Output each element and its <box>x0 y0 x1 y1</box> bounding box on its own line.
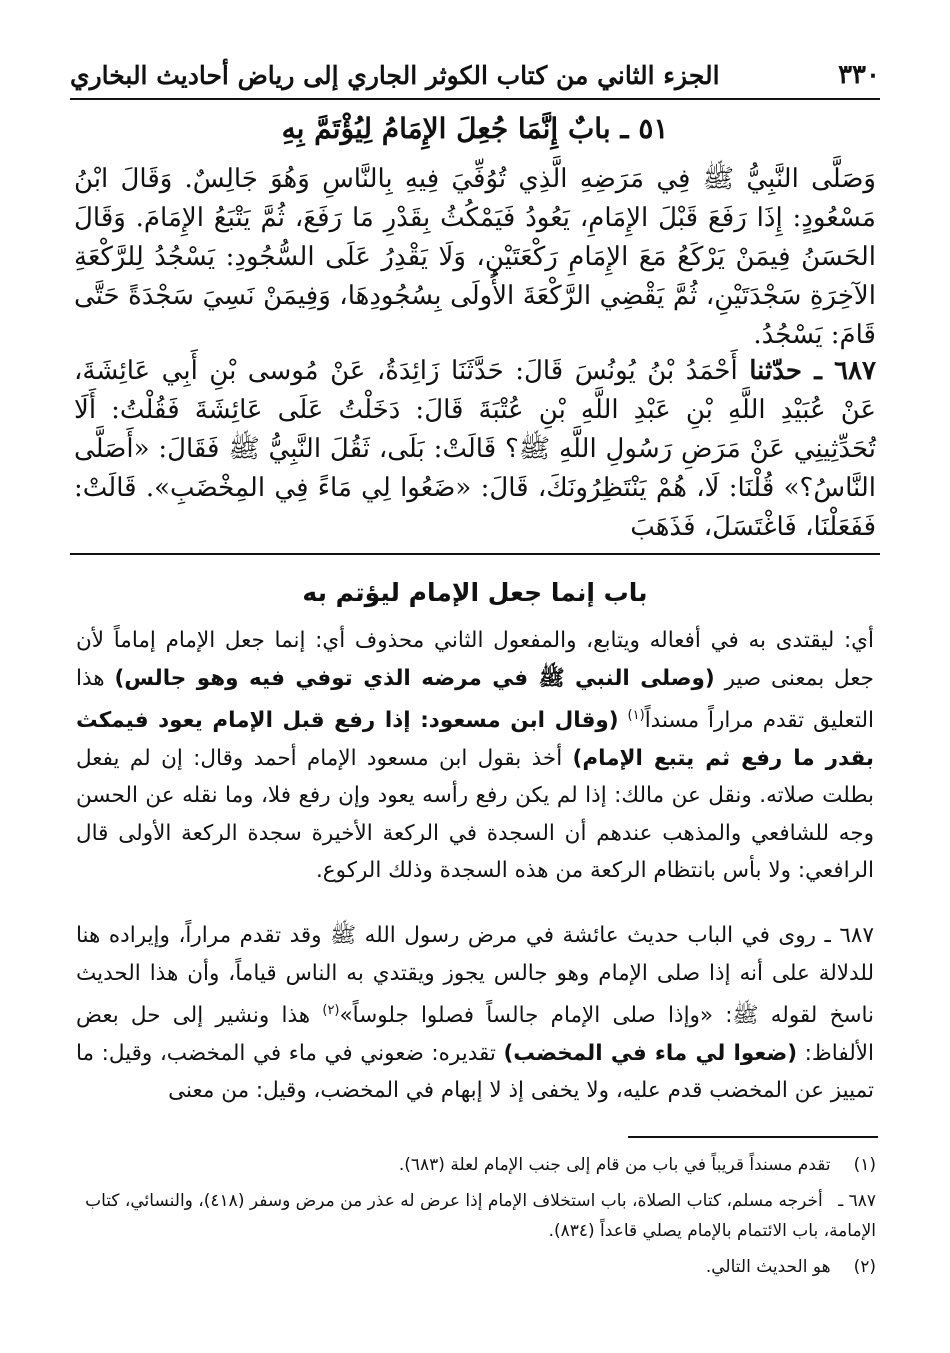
footnote-text: هو الحديث التالي. <box>705 1257 831 1277</box>
footnote-item <box>74 1150 876 1180</box>
quoted-text: (وصلى النبي ﷺ في مرضه الذي توفي فيه وهو جالس) <box>114 665 715 691</box>
hadith-number: ٦٨٧ ـ حدّثنا <box>749 356 876 386</box>
footnote-ref[interactable]: (١) <box>627 708 645 723</box>
footnote-item <box>74 1186 876 1246</box>
footnote-item <box>74 1252 876 1282</box>
running-header <box>70 50 880 100</box>
page-number: ٣٣٠ <box>838 60 880 90</box>
footnote-mark: (١) <box>853 1155 876 1175</box>
commentary-paragraph-1 <box>76 622 874 890</box>
footnote-ref[interactable]: (٢) <box>322 1003 340 1018</box>
footnotes <box>74 1150 876 1288</box>
book-title: الجزء الثاني من كتاب الكوثر الجاري إلى رياض أحاديث البخاري <box>70 61 720 90</box>
commentary-text: أي: ليقتدى به في أفعاله ويتابع، والمفعول الثاني محذوف أي: إنما جعل الإمام إماماً لأن جعل بمعنى صير <box>76 628 874 691</box>
hadith-text <box>74 352 876 547</box>
commentary-text: أخذ بقول ابن مسعود الإمام أحمد وقال: إن لم يفعل بطلت صلاته. ونقل عن مالك: إذا لم يكن رفع رأسه يعود وإن رفع فلا، وما نقله عن الحسن وجه للشافعي والمذهب عندهم أن السجدة في الركعة الأخيرة سجدة الركعة الأولى قال الرافعي: ولا بأس بانتظام الركعة من هذه السجدة وذلك الركوع. <box>76 745 874 884</box>
quoted-text: (ضعوا لي ماء في المخضب) <box>503 1040 798 1066</box>
section-divider <box>70 553 880 555</box>
footnote-divider <box>628 1136 878 1138</box>
footnote-mark: ٦٨٧ ـ <box>838 1191 876 1211</box>
commentary-text: هذا التعليق تقدم مراراً مسنداً <box>76 665 875 734</box>
commentary-text: هذا ونشير إلى حل بعض الألفاظ: <box>76 1003 874 1066</box>
commentary-text: تقديره: ضعوني في ماء في المخضب، وقيل: ما تمييز عن المخضب قدم عليه، ولا يخفى إذ لا إبهام في المخضب، وقيل: من معنى <box>76 1040 874 1104</box>
commentary-text: ٦٨٧ ـ روى في الباب حديث عائشة في مرض رسول الله ﷺ وقد تقدم مراراً، وإيراده هنا للدلالة على أنه إذا صلى الإمام وهو جالس يجوز ويقتدي به الناس قياماً، وأن هذا الحديث ناسخ لقوله ﷺ: «وإذا صلى الإمام جالساً فصلوا جلوساً» <box>76 923 875 1029</box>
footnote-text: أخرجه مسلم، كتاب الصلاة، باب استخلاف الإمام إذا عرض له عذر من مرض وسفر (٤١٨)، والنسائي، كتاب الإمامة، باب الائتمام بالإمام يصلي قاعداً (٨٣٤). <box>85 1191 876 1241</box>
commentary-heading: باب إنما جعل الإمام ليؤتم به <box>302 578 648 607</box>
footnote-mark: (٢) <box>853 1257 876 1277</box>
hadith-body: أَحْمَدُ بْنُ يُونُسَ قَالَ: حَدَّثَنَا زَائِدَةُ، عَنْ مُوسى بْنِ أَبِي عَائِشَةَ، عَنْ عُبَيْدِ اللَّهِ بْنِ عَبْدِ اللَّهِ بْنِ عُتْبَةَ قَالَ: دَخَلْتُ عَلَى عَائِشَةَ فَقُلْتُ: أَلَا تُحَدِّثِينِي عَنْ مَرَضِ رَسُولِ اللَّهِ ﷺ؟ قَالَتْ: بَلَى، ثَقُلَ النَّبِيُّ ﷺ فَقَالَ: «أَصَلَّى النَّاسُ؟» قُلْنَا: لَا، هُمْ يَنْتَظِرُونَكَ، قَالَ: «ضَعُوا لِي مَاءً فِي المِخْضَبِ». قَالَتْ: فَفَعَلْنَا، فَاغْتَسَلَ، فَذَهَبَ <box>74 356 876 542</box>
chapter-matn-text: وَصَلَّى النَّبِيُّ ﷺ فِي مَرَضِهِ الَّذِي تُوُفِّيَ فِيهِ بِالنَّاسِ وَهُوَ جَالِسٌ. وَقَالَ ابْنُ مَسْعُودٍ: إِذَا رَفَعَ قَبْلَ الإِمَامِ، يَعُودُ فَيَمْكُثُ بِقَدْرِ مَا رَفَعَ، ثُمَّ يَتْبَعُ الإِمَامَ. وَقَالَ الحَسَنُ فِيمَنْ يَرْكَعُ مَعَ الإِمَامِ رَكْعَتَيْنِ، وَلَا يَقْدِرُ عَلَى السُّجُودِ: يَسْجُدُ لِلرَّكْعَةِ الآخِرَةِ سَجْدَتَيْنِ، ثُمَّ يَقْضِي الرَّكْعَةَ الأُولَى بِسُجُودِهَا، وَفِيمَنْ نَسِيَ سَجْدَةً حَتَّى قَامَ: يَسْجُدُ. <box>74 164 876 350</box>
quoted-text: (وقال ابن مسعود: إذا رفع قبل الإمام يعود فيمكث بقدر ما رفع ثم يتبع الإمام) <box>76 708 874 771</box>
commentary-paragraph-2 <box>76 917 874 1110</box>
footnote-text: تقدم مسنداً قريباً في باب من قام إلى جنب الإمام لعلة (٦٨٣). <box>398 1155 831 1175</box>
chapter-heading: ٥١ ـ بابٌ إِنَّمَا جُعِلَ الإِمَامُ لِيُؤْتَمَّ بِهِ <box>281 112 669 145</box>
